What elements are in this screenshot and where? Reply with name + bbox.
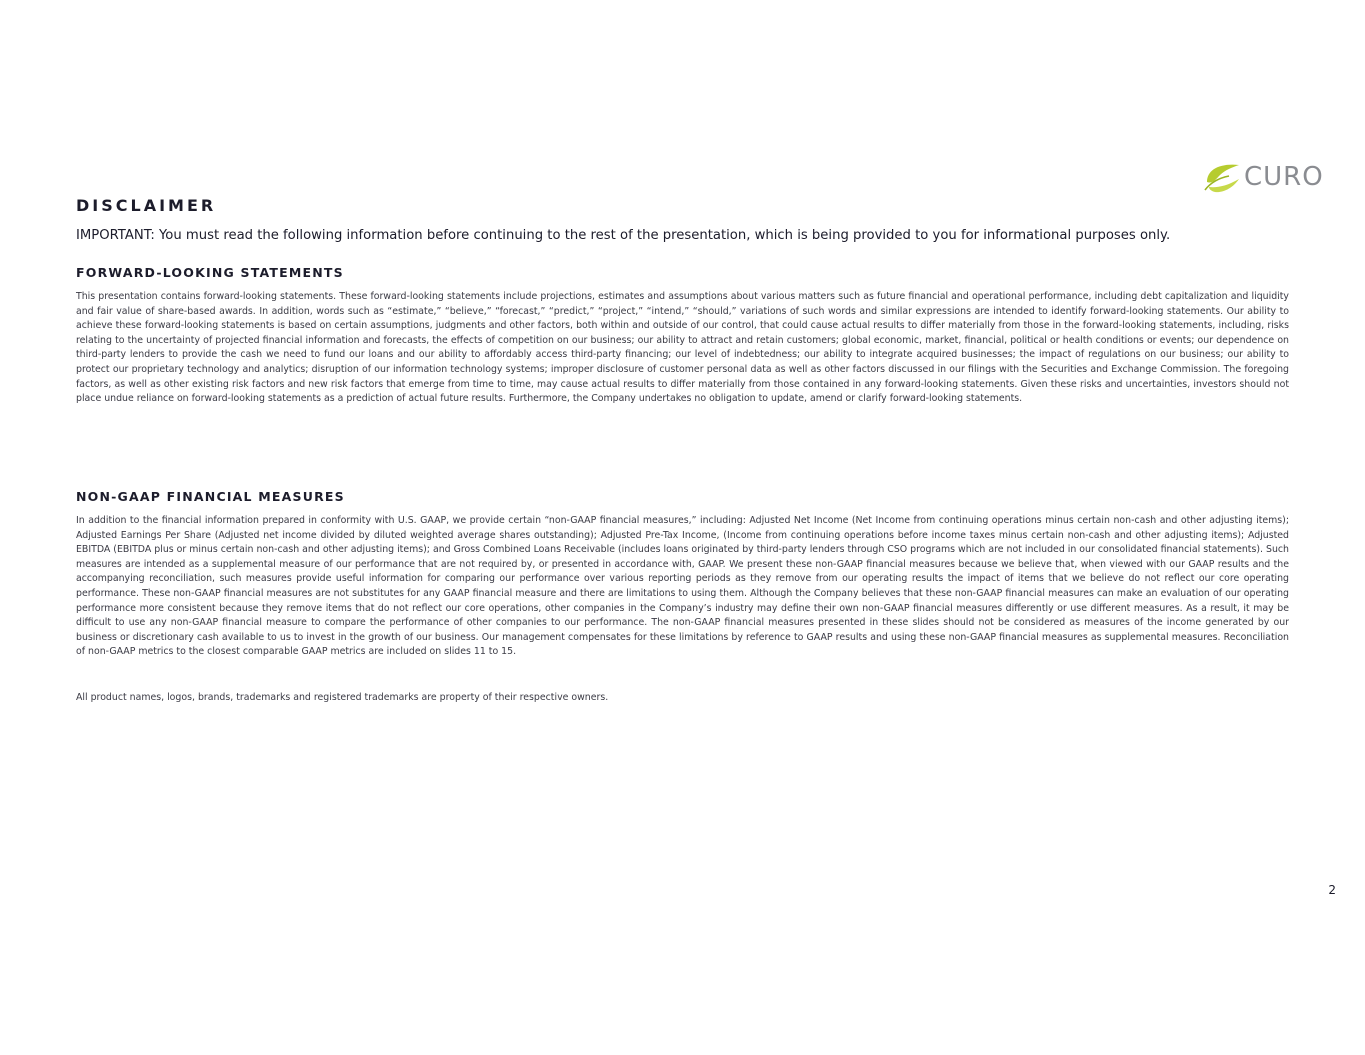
page-number: 2: [1328, 883, 1336, 897]
curo-logo-text: CURO: [1244, 162, 1324, 192]
non-gaap-heading: NON-GAAP FINANCIAL MEASURES: [76, 489, 345, 504]
curo-logo: [1203, 159, 1337, 195]
non-gaap-paragraph: In addition to the financial information prepared in conformity with U.S. GAAP, we provide certain “non-GAAP financial measures,” including: Adjusted Net Income (Net Income from continuing operations minus certain non-cash and other adjusting items); Adjusted Earnings Per Share (Adjusted net income divided by diluted weighted average shares outstanding); Adjusted Pre-Tax Income, (Income from continuing operations before income taxes minus certain non-cash and other adjusting items); Adjusted EBITDA (EBITDA plus or minus certain non-cash and other adjusting items); and Gross Combined Loans Receivable (includes loans originated by third-party lenders through CSO programs which are not included in our consolidated financial statements). Such measures are intended as a supplemental measure of our performance that are not required by, or presented in accordance with, GAAP. We present these non-GAAP financial measures because we believe that, when viewed with our GAAP results and the accompanying reconciliation, such measures provide useful information for comparing our performance over various reporting periods as they remove from our operating results the impact of items that we believe do not reflect our core operating performance. These non-GAAP financial measures are not substitutes for any GAAP financial measure and there are limitations to using them. Although the Company believes that these non-GAAP financial measures can make an evaluation of our operating performance more consistent because they remove items that do not reflect our core operations, other companies in the Company’s industry may define their own non-GAAP financial measures differently or use different measures. As a result, it may be difficult to use any non-GAAP financial measure to compare the performance of other companies to our performance. The non-GAAP financial measures presented in these slides should not be considered as measures of the income generated by our business or discretionary cash available to us to invest in the growth of our business. Our management compensates for these limitations by reference to GAAP results and using these non-GAAP financial measures as supplemental measures. Reconciliation of non-GAAP metrics to the closest comparable GAAP metrics are included on slides 11 to 15.: [76, 515, 1289, 658]
trademark-footnote: All product names, logos, brands, trademarks and registered trademarks are property of their respective owners.: [76, 692, 609, 703]
forward-looking-paragraph: This presentation contains forward-looking statements. These forward-looking statements include projections, estimates and assumptions about various matters such as future financial and operational performance, including debt capitalization and liquidity and fair value of share-based awards. In addition, words such as “estimate,” “believe,” “forecast,” “predict,” “project,” “intend,” “should,” variations of such words and similar expressions are intended to identify forward-looking statements. Our ability to achieve these forward-looking statements is based on certain assumptions, judgments and other factors, both within and outside of our control, that could cause actual results to differ materially from those in the forward-looking statements, including, risks relating to the uncertainty of projected financial information and forecasts, the effects of competition on our business; our ability to attract and retain customers; global economic, market, financial, political or health conditions or events; our dependence on third-party lenders to provide the cash we need to fund our loans and our ability to affordably access third-party financing; our level of indebtedness; our ability to integrate acquired businesses; the impact of regulations on our business; our ability to protect our proprietary technology and analytics; disruption of our information technology systems; improper disclosure of customer personal data as well as other factors discussed in our filings with the Securities and Exchange Commission. The foregoing factors, as well as other existing risk factors and new risk factors that emerge from time to time, may cause actual results to differ materially from those contained in any forward-looking statements. Given these risks and uncertainties, investors should not place undue reliance on forward-looking statements as a prediction of actual future results. Furthermore, the Company undertakes no obligation to update, amend or clarify forward-looking statements.: [76, 291, 1289, 405]
curo-leaf-icon: [1203, 160, 1241, 194]
page-title: DISCLAIMER: [76, 196, 217, 215]
important-notice: IMPORTANT: You must read the following information before continuing to the rest of the presentation, which is being provided to you for informational purposes only.: [76, 228, 1171, 243]
forward-looking-heading: FORWARD-LOOKING STATEMENTS: [76, 265, 344, 280]
